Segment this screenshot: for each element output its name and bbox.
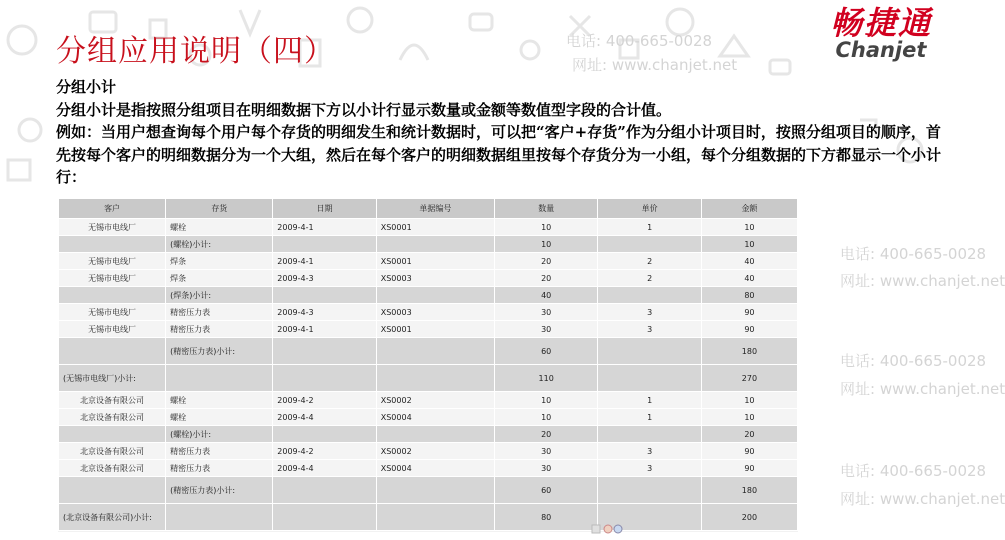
table-cell: 60 — [494, 477, 597, 504]
table-cell: 螺栓 — [166, 219, 273, 236]
table-cell: 螺栓 — [166, 409, 273, 426]
watermark-phone-right: 电话: 400-665-0028 — [840, 245, 987, 263]
table-cell — [273, 477, 376, 504]
column-header: 单据编号 — [376, 199, 494, 219]
table-row — [59, 219, 798, 236]
logo-english-text: Chanjet — [835, 38, 927, 62]
table-cell — [598, 365, 701, 392]
table-row — [59, 321, 798, 338]
watermark-site-right-2: 网址: www.chanjet.net — [840, 380, 1005, 398]
table-cell: XS0001 — [376, 253, 494, 270]
table-cell — [376, 477, 494, 504]
table-cell — [376, 338, 494, 365]
watermark-site-right: 网址: www.chanjet.net — [840, 272, 1005, 290]
subtotal-row — [59, 504, 798, 531]
table-cell: 40 — [494, 287, 597, 304]
table-cell: 2009-4-3 — [273, 304, 376, 321]
watermark-phone-right-3: 电话: 400-665-0028 — [840, 462, 987, 480]
table-row — [59, 270, 798, 287]
subtotal-row — [59, 365, 798, 392]
table-cell — [59, 426, 166, 443]
table-cell: 无锡市电线厂 — [59, 219, 166, 236]
table-cell: XS0001 — [376, 219, 494, 236]
table-cell — [166, 365, 273, 392]
table-cell — [376, 365, 494, 392]
table-cell: 90 — [701, 304, 797, 321]
table-cell: 1 — [598, 219, 701, 236]
table-row — [59, 304, 798, 321]
table-cell: 90 — [701, 321, 797, 338]
subtotal-row — [59, 426, 798, 443]
table-cell — [598, 426, 701, 443]
table-cell: 10 — [494, 409, 597, 426]
table-cell: 10 — [494, 219, 597, 236]
table-cell: 90 — [701, 460, 797, 477]
table-cell: 3 — [598, 460, 701, 477]
table-cell — [166, 504, 273, 531]
table-cell: XS0001 — [376, 321, 494, 338]
table-cell: (精密压力表)小计: — [166, 477, 273, 504]
table-cell — [376, 426, 494, 443]
logo-chinese-text: 畅捷通 — [829, 4, 932, 42]
table-cell: 无锡市电线厂 — [59, 321, 166, 338]
table-cell — [59, 338, 166, 365]
table-cell: 1 — [598, 392, 701, 409]
column-header: 单价 — [598, 199, 701, 219]
table-cell: 2009-4-1 — [273, 321, 376, 338]
table-cell: (螺栓)小计: — [166, 426, 273, 443]
table-cell: XS0004 — [376, 409, 494, 426]
table-row — [59, 253, 798, 270]
table-cell: 10 — [494, 236, 597, 253]
table-cell: 10 — [494, 392, 597, 409]
table-cell — [273, 236, 376, 253]
column-header: 存货 — [166, 199, 273, 219]
table-cell: 180 — [701, 338, 797, 365]
table-cell: 60 — [494, 338, 597, 365]
column-header: 客户 — [59, 199, 166, 219]
table-row — [59, 392, 798, 409]
table-cell — [273, 504, 376, 531]
table-cell: XS0004 — [376, 460, 494, 477]
table-cell: 3 — [598, 321, 701, 338]
table-cell — [598, 236, 701, 253]
table-cell: 30 — [494, 460, 597, 477]
table-cell — [376, 504, 494, 531]
column-header: 日期 — [273, 199, 376, 219]
watermark-site-right-3: 网址: www.chanjet.net — [840, 490, 1005, 508]
table-cell: 2 — [598, 253, 701, 270]
table-cell: 2009-4-4 — [273, 460, 376, 477]
report-table — [58, 198, 798, 531]
table-cell: 10 — [701, 236, 797, 253]
table-cell: 30 — [494, 443, 597, 460]
description-text — [56, 76, 946, 189]
table-cell: (焊条)小计: — [166, 287, 273, 304]
table-cell: 270 — [701, 365, 797, 392]
subtotal-report-table — [58, 198, 798, 532]
table-cell: 1 — [598, 409, 701, 426]
table-cell: (无锡市电线厂)小计: — [59, 365, 166, 392]
table-cell — [376, 236, 494, 253]
table-cell: 2009-4-4 — [273, 409, 376, 426]
table-cell: 2009-4-2 — [273, 443, 376, 460]
table-cell — [273, 287, 376, 304]
watermark-phone-right-2: 电话: 400-665-0028 — [840, 352, 987, 370]
table-cell: XS0003 — [376, 270, 494, 287]
table-cell: 北京设备有限公司 — [59, 460, 166, 477]
table-cell: 2009-4-1 — [273, 253, 376, 270]
table-cell: 北京设备有限公司 — [59, 409, 166, 426]
subtotal-row — [59, 477, 798, 504]
table-cell: 20 — [494, 253, 597, 270]
chanjet-logo — [830, 4, 932, 60]
table-header-row — [59, 199, 798, 219]
table-cell: 2009-4-1 — [273, 219, 376, 236]
table-cell: 40 — [701, 270, 797, 287]
table-cell: 2 — [598, 270, 701, 287]
table-cell: 2009-4-3 — [273, 270, 376, 287]
column-header: 金额 — [701, 199, 797, 219]
table-cell: 焊条 — [166, 253, 273, 270]
table-cell: 40 — [701, 253, 797, 270]
table-cell: XS0003 — [376, 304, 494, 321]
table-cell: 精密压力表 — [166, 460, 273, 477]
table-cell — [59, 287, 166, 304]
table-cell — [273, 365, 376, 392]
table-cell: 北京设备有限公司 — [59, 443, 166, 460]
table-cell: 无锡市电线厂 — [59, 304, 166, 321]
watermark-phone: 电话: 400-665-0028 — [566, 32, 713, 50]
table-cell: 20 — [494, 426, 597, 443]
section-heading: 分组小计 — [56, 78, 117, 96]
table-row — [59, 409, 798, 426]
watermark-site: 网址: www.chanjet.net — [572, 56, 738, 74]
table-row — [59, 443, 798, 460]
table-cell: 2009-4-2 — [273, 392, 376, 409]
definition-paragraph: 分组小计是指按照分组项目在明细数据下方以小计行显示数量或金额等数值型字段的合计值。 — [56, 100, 672, 119]
table-cell: XS0002 — [376, 443, 494, 460]
table-cell: 80 — [701, 287, 797, 304]
table-cell: 焊条 — [166, 270, 273, 287]
slide-toolbar-icons[interactable] — [592, 523, 628, 535]
page-title: 分组应用说明（四） — [56, 34, 335, 69]
table-cell: 20 — [701, 426, 797, 443]
table-cell: XS0002 — [376, 392, 494, 409]
table-cell: 精密压力表 — [166, 304, 273, 321]
table-cell: (精密压力表)小计: — [166, 338, 273, 365]
table-cell: 10 — [701, 392, 797, 409]
table-cell: 110 — [494, 365, 597, 392]
example-paragraph: 例如：当用户想查询每个用户每个存货的明细发生和统计数据时，可以把“客户+存货”作为分组小计项目时，按照分组项目的顺序，首先按每个客户的明细数据分为一个大组，然后在每个客户的明细数据组里按每个存货分为一小组，每个分组数据的下方都显示一个小计行： — [56, 123, 942, 186]
table-row — [59, 460, 798, 477]
table-cell: 90 — [701, 443, 797, 460]
table-cell — [273, 338, 376, 365]
table-cell: 北京设备有限公司 — [59, 392, 166, 409]
column-header: 数量 — [494, 199, 597, 219]
table-cell — [598, 338, 701, 365]
table-cell — [273, 426, 376, 443]
table-cell: 200 — [701, 504, 797, 531]
table-cell: 螺栓 — [166, 392, 273, 409]
table-cell: 10 — [701, 409, 797, 426]
table-cell: 无锡市电线厂 — [59, 253, 166, 270]
table-cell: 80 — [494, 504, 597, 531]
table-cell: 180 — [701, 477, 797, 504]
table-cell — [598, 287, 701, 304]
subtotal-row — [59, 236, 798, 253]
table-cell — [59, 236, 166, 253]
table-cell: 无锡市电线厂 — [59, 270, 166, 287]
table-cell: 3 — [598, 304, 701, 321]
table-cell — [59, 477, 166, 504]
table-cell: 精密压力表 — [166, 443, 273, 460]
table-cell: 20 — [494, 270, 597, 287]
table-cell: 精密压力表 — [166, 321, 273, 338]
table-cell: 3 — [598, 443, 701, 460]
subtotal-row — [59, 338, 798, 365]
table-cell — [376, 287, 494, 304]
table-cell: 30 — [494, 304, 597, 321]
table-cell: (螺栓)小计: — [166, 236, 273, 253]
table-cell: (北京设备有限公司)小计: — [59, 504, 166, 531]
table-cell: 10 — [701, 219, 797, 236]
table-cell — [598, 477, 701, 504]
table-cell: 30 — [494, 321, 597, 338]
subtotal-row — [59, 287, 798, 304]
